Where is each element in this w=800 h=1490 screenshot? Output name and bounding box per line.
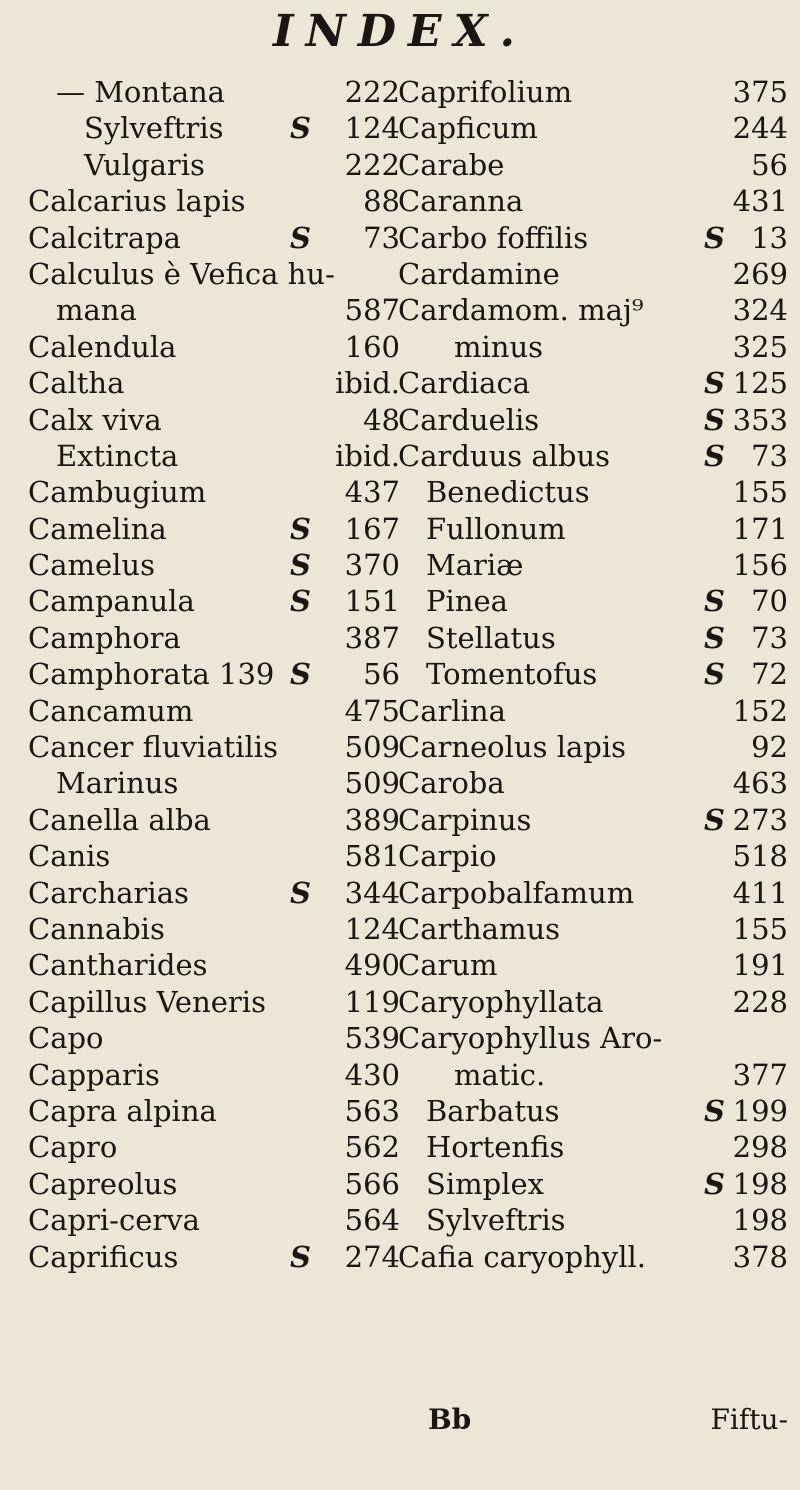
- index-entry: [28, 838, 400, 874]
- entry-page-number: 298: [732, 1130, 788, 1165]
- entry-name: Benedictus: [426, 475, 590, 510]
- entry-name: Cardiaca: [398, 366, 531, 401]
- entry-name: Caryophyllata: [398, 984, 604, 1019]
- entry-name: Canella alba: [28, 802, 211, 837]
- entry-name: Vulgaris: [84, 147, 205, 182]
- left-column: [28, 74, 400, 1275]
- entry-page-number: 587: [344, 293, 400, 328]
- index-entry: [28, 984, 400, 1020]
- entry-name: matic.: [454, 1057, 546, 1092]
- entry-page-number: 244: [732, 111, 788, 146]
- index-entry: [398, 1020, 788, 1056]
- entry-page-number: 119: [344, 984, 400, 1019]
- index-entry: [28, 693, 400, 729]
- entry-name: Cancer fluviatilis: [28, 730, 278, 765]
- index-entry: [398, 474, 788, 510]
- entry-name: Cambugium: [28, 475, 207, 510]
- entry-name: Carpinus: [398, 802, 532, 837]
- entry-marker: S: [290, 548, 311, 583]
- index-entry: [398, 693, 788, 729]
- index-entry: [28, 74, 400, 110]
- entry-marker: S: [704, 402, 725, 437]
- entry-page-number: 430: [344, 1057, 400, 1092]
- index-entry: [398, 765, 788, 801]
- index-entry: [398, 402, 788, 438]
- entry-page-number: 199: [732, 1093, 788, 1128]
- entry-name: Capri-cerva: [28, 1203, 200, 1238]
- index-entry: [28, 329, 400, 365]
- entry-marker: S: [704, 1093, 725, 1128]
- index-entry: [28, 1093, 400, 1129]
- entry-name: Capillus Veneris: [28, 984, 266, 1019]
- entry-name: minus: [454, 329, 544, 364]
- entry-name: Barbatus: [426, 1093, 560, 1128]
- index-entry: [398, 729, 788, 765]
- entry-page-number: 274: [344, 1239, 400, 1274]
- index-entry: [28, 1202, 400, 1238]
- entry-name: Canis: [28, 839, 111, 874]
- index-entry: [398, 74, 788, 110]
- entry-page-number: 564: [344, 1203, 400, 1238]
- entry-page-number: 160: [344, 329, 400, 364]
- entry-page-number: 151: [344, 584, 400, 619]
- index-entry: [398, 292, 788, 328]
- entry-page-number: 222: [344, 147, 400, 182]
- entry-marker: S: [290, 657, 311, 692]
- entry-page-number: 222: [344, 75, 400, 109]
- entry-page-number: 518: [732, 839, 788, 874]
- entry-page-number: ibid.: [335, 366, 400, 401]
- index-entry: [398, 147, 788, 183]
- entry-marker: S: [290, 584, 311, 619]
- entry-name: Capo: [28, 1021, 104, 1056]
- index-entry: [28, 1057, 400, 1093]
- entry-name: Calcitrapa: [28, 220, 181, 255]
- entry-page-number: 437: [344, 475, 400, 510]
- entry-name: Carduelis: [398, 402, 540, 437]
- index-entry: [398, 1129, 788, 1165]
- signature-mark: Bb: [428, 1403, 472, 1436]
- index-entry: [398, 1239, 788, 1275]
- index-entry: [28, 220, 400, 256]
- entry-page-number: 387: [344, 620, 400, 655]
- index-entry: [398, 438, 788, 474]
- entry-name: Hortenfis: [426, 1130, 565, 1165]
- index-entry: [28, 547, 400, 583]
- entry-name: Caryophyllus Aro-: [398, 1021, 663, 1056]
- entry-page-number: 509: [344, 730, 400, 765]
- index-entry: [28, 147, 400, 183]
- entry-name: Marinus: [56, 766, 179, 801]
- entry-page-number: 325: [732, 329, 788, 364]
- index-entry: [28, 802, 400, 838]
- index-entry: [28, 875, 400, 911]
- entry-name: Calendula: [28, 329, 177, 364]
- entry-name: Camelina: [28, 511, 167, 546]
- entry-marker: S: [290, 1239, 311, 1274]
- entry-name: Sylveftris: [426, 1203, 566, 1238]
- entry-name: Stellatus: [426, 620, 556, 655]
- index-entry: [28, 474, 400, 510]
- entry-name: Capparis: [28, 1057, 160, 1092]
- entry-page-number: 125: [732, 366, 788, 401]
- entry-marker: S: [290, 511, 311, 546]
- entry-page-number: 124: [344, 911, 400, 946]
- entry-name: Capra alpina: [28, 1093, 217, 1128]
- entry-name: Camphorata 139: [28, 657, 275, 692]
- entry-page-number: 562: [344, 1130, 400, 1165]
- entry-page-number: 539: [344, 1021, 400, 1056]
- entry-page-number: 152: [732, 693, 788, 728]
- catchword: Fiftu-: [710, 1403, 788, 1436]
- index-entry: [398, 1166, 788, 1202]
- index-entry: [398, 911, 788, 947]
- entry-name: — Montana: [56, 75, 225, 109]
- index-entry: [398, 947, 788, 983]
- entry-page-number: 88: [363, 184, 400, 219]
- entry-name: Carum: [398, 948, 498, 983]
- entry-page-number: 92: [751, 730, 788, 765]
- index-entry: [28, 511, 400, 547]
- entry-page-number: 463: [732, 766, 788, 801]
- page-footer: [428, 1402, 788, 1438]
- entry-page-number: 411: [732, 875, 788, 910]
- index-entry: [28, 110, 400, 146]
- entry-name: Caprificus: [28, 1239, 179, 1274]
- entry-name: Carabe: [398, 147, 505, 182]
- entry-name: Camelus: [28, 548, 155, 583]
- entry-marker: S: [290, 220, 311, 255]
- entry-page-number: 56: [363, 657, 400, 692]
- entry-page-number: 155: [732, 911, 788, 946]
- entry-page-number: 191: [732, 948, 788, 983]
- entry-name: Carpobalfamum: [398, 875, 635, 910]
- entry-marker: S: [704, 657, 725, 692]
- entry-page-number: 124: [344, 111, 400, 146]
- index-entry: [398, 1202, 788, 1238]
- entry-marker: S: [704, 366, 725, 401]
- entry-page-number: 566: [344, 1166, 400, 1201]
- entry-page-number: 344: [344, 875, 400, 910]
- index-entry: [398, 984, 788, 1020]
- index-entry: [28, 1129, 400, 1165]
- entry-name: Carcharias: [28, 875, 189, 910]
- entry-page-number: 228: [732, 984, 788, 1019]
- entry-name: Fullonum: [426, 511, 566, 546]
- entry-name: mana: [56, 293, 137, 328]
- entry-page-number: 171: [732, 511, 788, 546]
- entry-page-number: 156: [732, 548, 788, 583]
- index-entry: [28, 365, 400, 401]
- entry-name: Cardamom. maj⁹: [398, 293, 644, 328]
- index-entry: [398, 547, 788, 583]
- entry-name: Campanula: [28, 584, 195, 619]
- index-entry: [398, 110, 788, 146]
- entry-page-number: 353: [732, 402, 788, 437]
- entry-page-number: 269: [732, 256, 788, 291]
- entry-page-number: 581: [344, 839, 400, 874]
- index-entry: [398, 802, 788, 838]
- entry-page-number: 563: [344, 1093, 400, 1128]
- index-entry: [28, 1166, 400, 1202]
- entry-marker: S: [704, 620, 725, 655]
- right-column: [398, 74, 788, 1275]
- entry-marker: S: [704, 802, 725, 837]
- index-entry: [28, 765, 400, 801]
- entry-page-number: 167: [344, 511, 400, 546]
- entry-page-number: ibid.: [335, 438, 400, 473]
- entry-name: Caltha: [28, 366, 125, 401]
- index-entry: [28, 656, 400, 692]
- index-entry: [28, 583, 400, 619]
- entry-page-number: 490: [344, 948, 400, 983]
- index-entry: [398, 875, 788, 911]
- index-entry: [28, 438, 400, 474]
- index-entry: [398, 329, 788, 365]
- entry-marker: S: [290, 111, 311, 146]
- entry-page-number: 73: [751, 620, 788, 655]
- entry-page-number: 324: [732, 293, 788, 328]
- index-entry: [28, 911, 400, 947]
- entry-name: Caprifolium: [398, 75, 573, 109]
- index-entry: [398, 256, 788, 292]
- index-entry: [28, 620, 400, 656]
- entry-name: Calcarius lapis: [28, 184, 246, 219]
- entry-name: Carneolus lapis: [398, 730, 626, 765]
- entry-page-number: 73: [363, 220, 400, 255]
- index-entry: [398, 656, 788, 692]
- entry-name: Camphora: [28, 620, 181, 655]
- index-entry: [398, 583, 788, 619]
- index-entry: [28, 256, 400, 292]
- index-entry: [28, 729, 400, 765]
- entry-name: Carduus albus: [398, 438, 611, 473]
- entry-name: Carbo foffilis: [398, 220, 589, 255]
- index-entry: [398, 511, 788, 547]
- entry-page-number: 273: [732, 802, 788, 837]
- index-entry: [28, 1020, 400, 1056]
- entry-page-number: 198: [732, 1166, 788, 1201]
- entry-page-number: 70: [751, 584, 788, 619]
- index-entry: [398, 183, 788, 219]
- entry-name: Cannabis: [28, 911, 165, 946]
- entry-page-number: 377: [732, 1057, 788, 1092]
- entry-name: Capro: [28, 1130, 118, 1165]
- index-entry: [28, 947, 400, 983]
- entry-name: Carpio: [398, 839, 497, 874]
- entry-page-number: 475: [344, 693, 400, 728]
- entry-name: Capreolus: [28, 1166, 178, 1201]
- index-entry: [28, 183, 400, 219]
- entry-name: Calx viva: [28, 402, 162, 437]
- index-entry: [398, 220, 788, 256]
- entry-marker: S: [704, 584, 725, 619]
- entry-name: Tomentofus: [426, 657, 598, 692]
- entry-name: Sylveftris: [84, 111, 224, 146]
- entry-page-number: 389: [344, 802, 400, 837]
- index-entry: [398, 838, 788, 874]
- entry-page-number: 198: [732, 1203, 788, 1238]
- entry-page-number: 509: [344, 766, 400, 801]
- index-entry: [28, 402, 400, 438]
- entry-name: Cafia caryophyll.: [398, 1239, 646, 1274]
- entry-marker: S: [704, 220, 725, 255]
- entry-page-number: 155: [732, 475, 788, 510]
- entry-name: Mariæ: [426, 548, 524, 583]
- entry-name: Capficum: [398, 111, 538, 146]
- entry-name: Cardamine: [398, 256, 560, 291]
- entry-name: Carthamus: [398, 911, 561, 946]
- entry-page-number: 370: [344, 548, 400, 583]
- entry-page-number: 72: [751, 657, 788, 692]
- entry-page-number: 375: [732, 75, 788, 109]
- entry-marker: S: [704, 438, 725, 473]
- entry-name: Simplex: [426, 1166, 544, 1201]
- entry-name: Pinea: [426, 584, 508, 619]
- entry-name: Caroba: [398, 766, 505, 801]
- index-entry: [398, 365, 788, 401]
- index-entry: [28, 292, 400, 328]
- entry-page-number: 378: [732, 1239, 788, 1274]
- entry-page-number: 13: [751, 220, 788, 255]
- entry-marker: S: [704, 1166, 725, 1201]
- index-entry: [28, 1239, 400, 1275]
- entry-page-number: 431: [732, 184, 788, 219]
- index-entry: [398, 1093, 788, 1129]
- page-title: INDEX.: [273, 6, 527, 57]
- entry-name: Caranna: [398, 184, 524, 219]
- entry-name: Cantharides: [28, 948, 208, 983]
- entry-page-number: 48: [363, 402, 400, 437]
- entry-name: Cancamum: [28, 693, 194, 728]
- index-entry: [398, 620, 788, 656]
- index-entry: [398, 1057, 788, 1093]
- entry-name: Carlina: [398, 693, 506, 728]
- entry-name: Calculus è Vefica hu-: [28, 256, 335, 291]
- entry-name: Extincta: [56, 438, 179, 473]
- entry-page-number: 56: [751, 147, 788, 182]
- entry-marker: S: [290, 875, 311, 910]
- entry-page-number: 73: [751, 438, 788, 473]
